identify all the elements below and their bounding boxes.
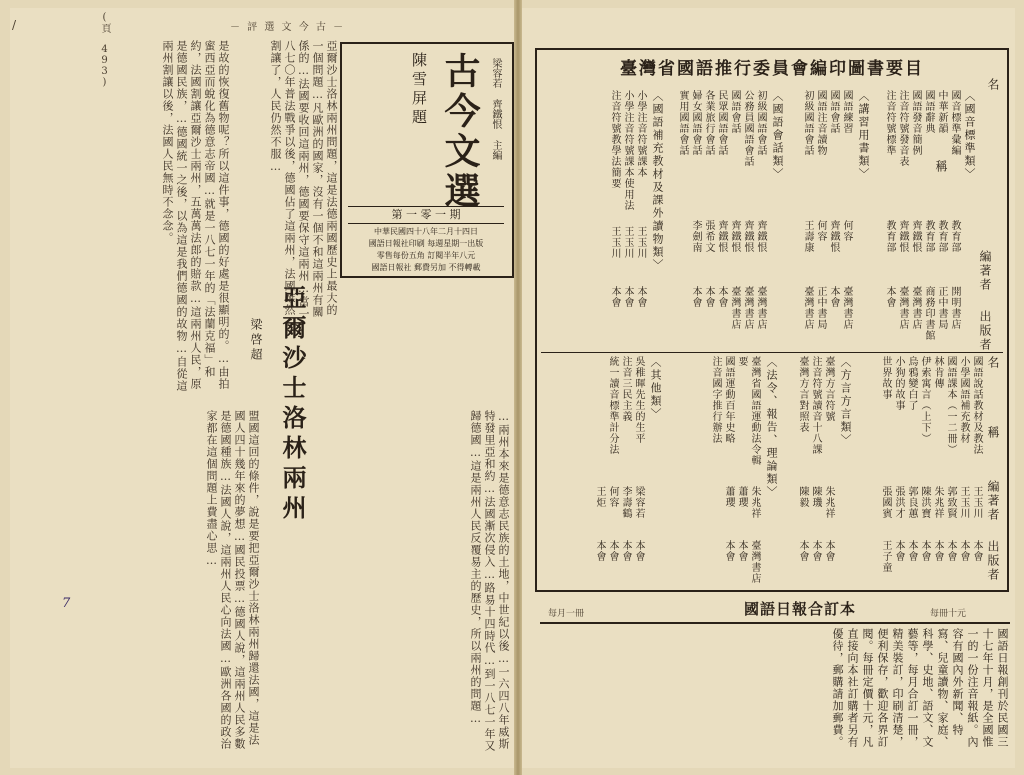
printer-line: 國語日報社印刷 每週星期一出版 xyxy=(368,239,484,248)
page-mark: / xyxy=(12,18,17,32)
subscription-right-tag: 每冊十元 xyxy=(930,609,967,619)
catalog-lower-header-publisher: 出版者 xyxy=(986,540,1000,582)
section-7-titles: 吳稚暉先生的生平 注音三民主義 統一讀音標準計分法 xyxy=(607,356,644,455)
article-text-bottom-b: …兩州本來是德意志民族的土地，中世紀以後…一六四八年威斯特發里亞和約…法國漸次侵入…路易十四時代…到一八七一年又歸德國…這是兩州人民反覆易主的歷史，所以兩州的問題… xyxy=(469,410,510,752)
subscription-left-tag: 每月一冊 xyxy=(548,609,585,619)
masthead-logo xyxy=(372,52,490,212)
masthead xyxy=(340,42,514,278)
issue-number: 第 一 零 一 期 xyxy=(348,206,504,224)
price-line: 零售每份五角 訂閱半年八元 xyxy=(376,251,476,260)
page-number: (頁 493) xyxy=(99,12,110,88)
catalog-lower-header-name: 名 xyxy=(986,356,1000,370)
catalog-header-name: 名 xyxy=(986,78,1000,92)
article-text-mid: 亞爾沙士洛林兩州問題，這是法德兩國歷史上最大的一個問題…凡歐洲的國家，沒有一個不和這兩州有關係的…法國要收回這兩州，德國要保守這兩州…當一八七〇年普法戰爭以後，德國佔了這兩州，法國雖然割讓了，人民仍然不服… xyxy=(269,40,338,320)
logo-calligraphy: 陳雪屏題 xyxy=(410,52,428,128)
section-0-publishers: 開明書店 正中書局 商務印書館 臺灣書店 臺灣書店 本會 xyxy=(884,286,960,341)
catalog-header-publisher: 出版者 xyxy=(978,310,992,352)
subscription-title: 國語日報合訂本 xyxy=(743,600,856,618)
section-1-titles: 國語練習 國語會話 國語注音讀物 初級國語會話 xyxy=(802,90,852,156)
section-0-titles: 國音標準彙編 中華新韻 國語辭典 國語發音簡例 注音符號發音表 注音符號標準 xyxy=(884,90,960,167)
catalog-section-7: 〈其他類〉 xyxy=(649,356,662,421)
address-line: 國語日報社 郵費另加 不得轉載 xyxy=(371,263,481,272)
editors: 梁容若 齊鐵恨 主編 xyxy=(490,58,501,160)
article-text-left: 是故的恢復舊物呢？所以這件事，德國的好處是很顯明的。…由拍蜜西亞而蛻化為德意志帝國…就是一八七一年的「法蘭克福」和約，法國割讓亞爾沙士兩州，五萬萬法郎的賠款…這兩州人民，原是德國民族，…德國統一之後，以為這是我們德國的故物…自從這兩州割讓以後，法國人民無時不念念。 xyxy=(161,40,230,392)
article-text-bottom-a: 盟國這回的條件，說是要把亞爾沙士洛林兩州歸還法國，這是法國人四十幾年來的夢想…國民投票…德國人說，這兩州人民多數是德國種族…法國人說，這兩州人民心向法國…歐洲各國的政治家都在這個問題上費盡心思… xyxy=(205,410,260,750)
article-author: 梁啓超 xyxy=(249,318,263,363)
page-fold xyxy=(514,0,522,775)
catalog-lower-header-title: 稱 xyxy=(986,426,1000,440)
section-2-publishers: 臺灣書店 臺灣書店 臺灣書店 本會 本會 本會 xyxy=(690,286,766,330)
handwritten-number: 7 xyxy=(62,596,71,611)
section-1-publishers: 臺灣書店 本會 正中書局 臺灣書店 xyxy=(802,286,852,330)
catalog-box xyxy=(535,48,1009,592)
left-header: － 評 選 文 今 古 － xyxy=(230,22,346,33)
catalog-section-5: 〈方言方言類〉 xyxy=(839,356,852,447)
catalog-section-6: 〈法令、報告、理論類〉 xyxy=(765,356,778,499)
section-7-publishers: 本會 本會 本會 本會 xyxy=(594,540,644,562)
section-3-authors: 王玉川 王玉川 王玉川 xyxy=(609,226,646,259)
subscription-body: 國語日報創刊於民國三十七年十月，是全國惟一的一份注音報紙。內容有國內外新聞、特寫、兒童讀物、家庭、科學、史地、語文、文藝等，每月合訂一冊，精美裝訂，印刷清楚，便利保存，歡迎各界訂閱。每冊定價十元，凡直接向本社訂購者另有優待，郵購請加郵費。 xyxy=(831,628,1009,748)
section-5-authors: 朱兆祥 陳璣 陳毅 xyxy=(797,486,834,519)
section-2-authors: 齊鐵恨 齊鐵恨 齊鐵恨 齊鐵恨 張希文 李劍南 xyxy=(690,220,766,253)
catalog-section-0: 〈國音標準類〉 xyxy=(963,90,976,181)
section-3-publishers: 本會 本會 本會 xyxy=(609,286,646,308)
catalog-lower-header-author: 編著者 xyxy=(986,480,1000,522)
catalog-section-3: 〈國語補充教材及課外讀物類〉 xyxy=(651,90,664,272)
catalog-section-2: 〈國語會話類〉 xyxy=(771,90,784,181)
section-4-titles: 國語說話教材及教法 小學國語補充教材 國語課本（一二冊） 林肯傳 伊索寓言（上下） 烏鴉變白了 小狗的故事 世界故事 xyxy=(880,356,982,455)
section-7-authors: 梁容若 李壽鶴 何容 王炬 xyxy=(594,486,644,519)
catalog-header-author: 編著者 xyxy=(978,250,992,292)
section-4-publishers: 本會 本會 本會 本會 本會 本會 本會 王子童 xyxy=(880,540,982,573)
section-0-authors: 教育部 教育部 教育部 齊鐵恨 齊鐵恨 教育部 xyxy=(884,220,960,253)
subscription-rule xyxy=(540,622,1010,624)
section-5-titles: 臺灣方言符號 注音符號讀音十八課 臺灣方言對照表 xyxy=(797,356,834,455)
section-3-titles: 小學注音符號課本 小學注音符號課本使用法 注音符號教學法簡要 xyxy=(609,90,646,211)
section-2-titles: 初級國語會話 公務員國語會話 國語會話 民眾國語會話 各業旅行會話 婦女國語會話 實用國語會話 xyxy=(677,90,766,167)
section-6-authors: 朱兆祥 蕭瓔 蕭瓔 xyxy=(723,486,760,519)
logo-text: 古今文選 xyxy=(439,52,481,212)
article-title: 亞爾沙士洛林兩州 xyxy=(278,285,307,525)
catalog-title: 臺灣省國語推行委員會編印圖書要目 xyxy=(620,59,924,79)
section-6-publishers: 臺灣書店 本會 本會 xyxy=(723,540,760,584)
section-1-authors: 何容 齊鐵恨 何容 王壽康 xyxy=(802,220,852,253)
catalog-divider xyxy=(541,352,1003,353)
catalog-section-1: 〈講習用書類〉 xyxy=(857,90,870,181)
date-line: 中華民國四十八年二月十四日 xyxy=(374,227,478,236)
section-4-authors: 王玉川 王玉川 郭致賢 朱兆祥 陳洪寶 郭良蕙 張洪才 張國賓 xyxy=(880,486,982,519)
catalog-header-title: 稱 xyxy=(934,160,948,174)
section-5-publishers: 本會 本會 本會 xyxy=(797,540,834,562)
section-6-titles: 臺灣省國語運動法令輯要 國語運動百年史略 注音國字推行辦法 xyxy=(710,356,760,466)
